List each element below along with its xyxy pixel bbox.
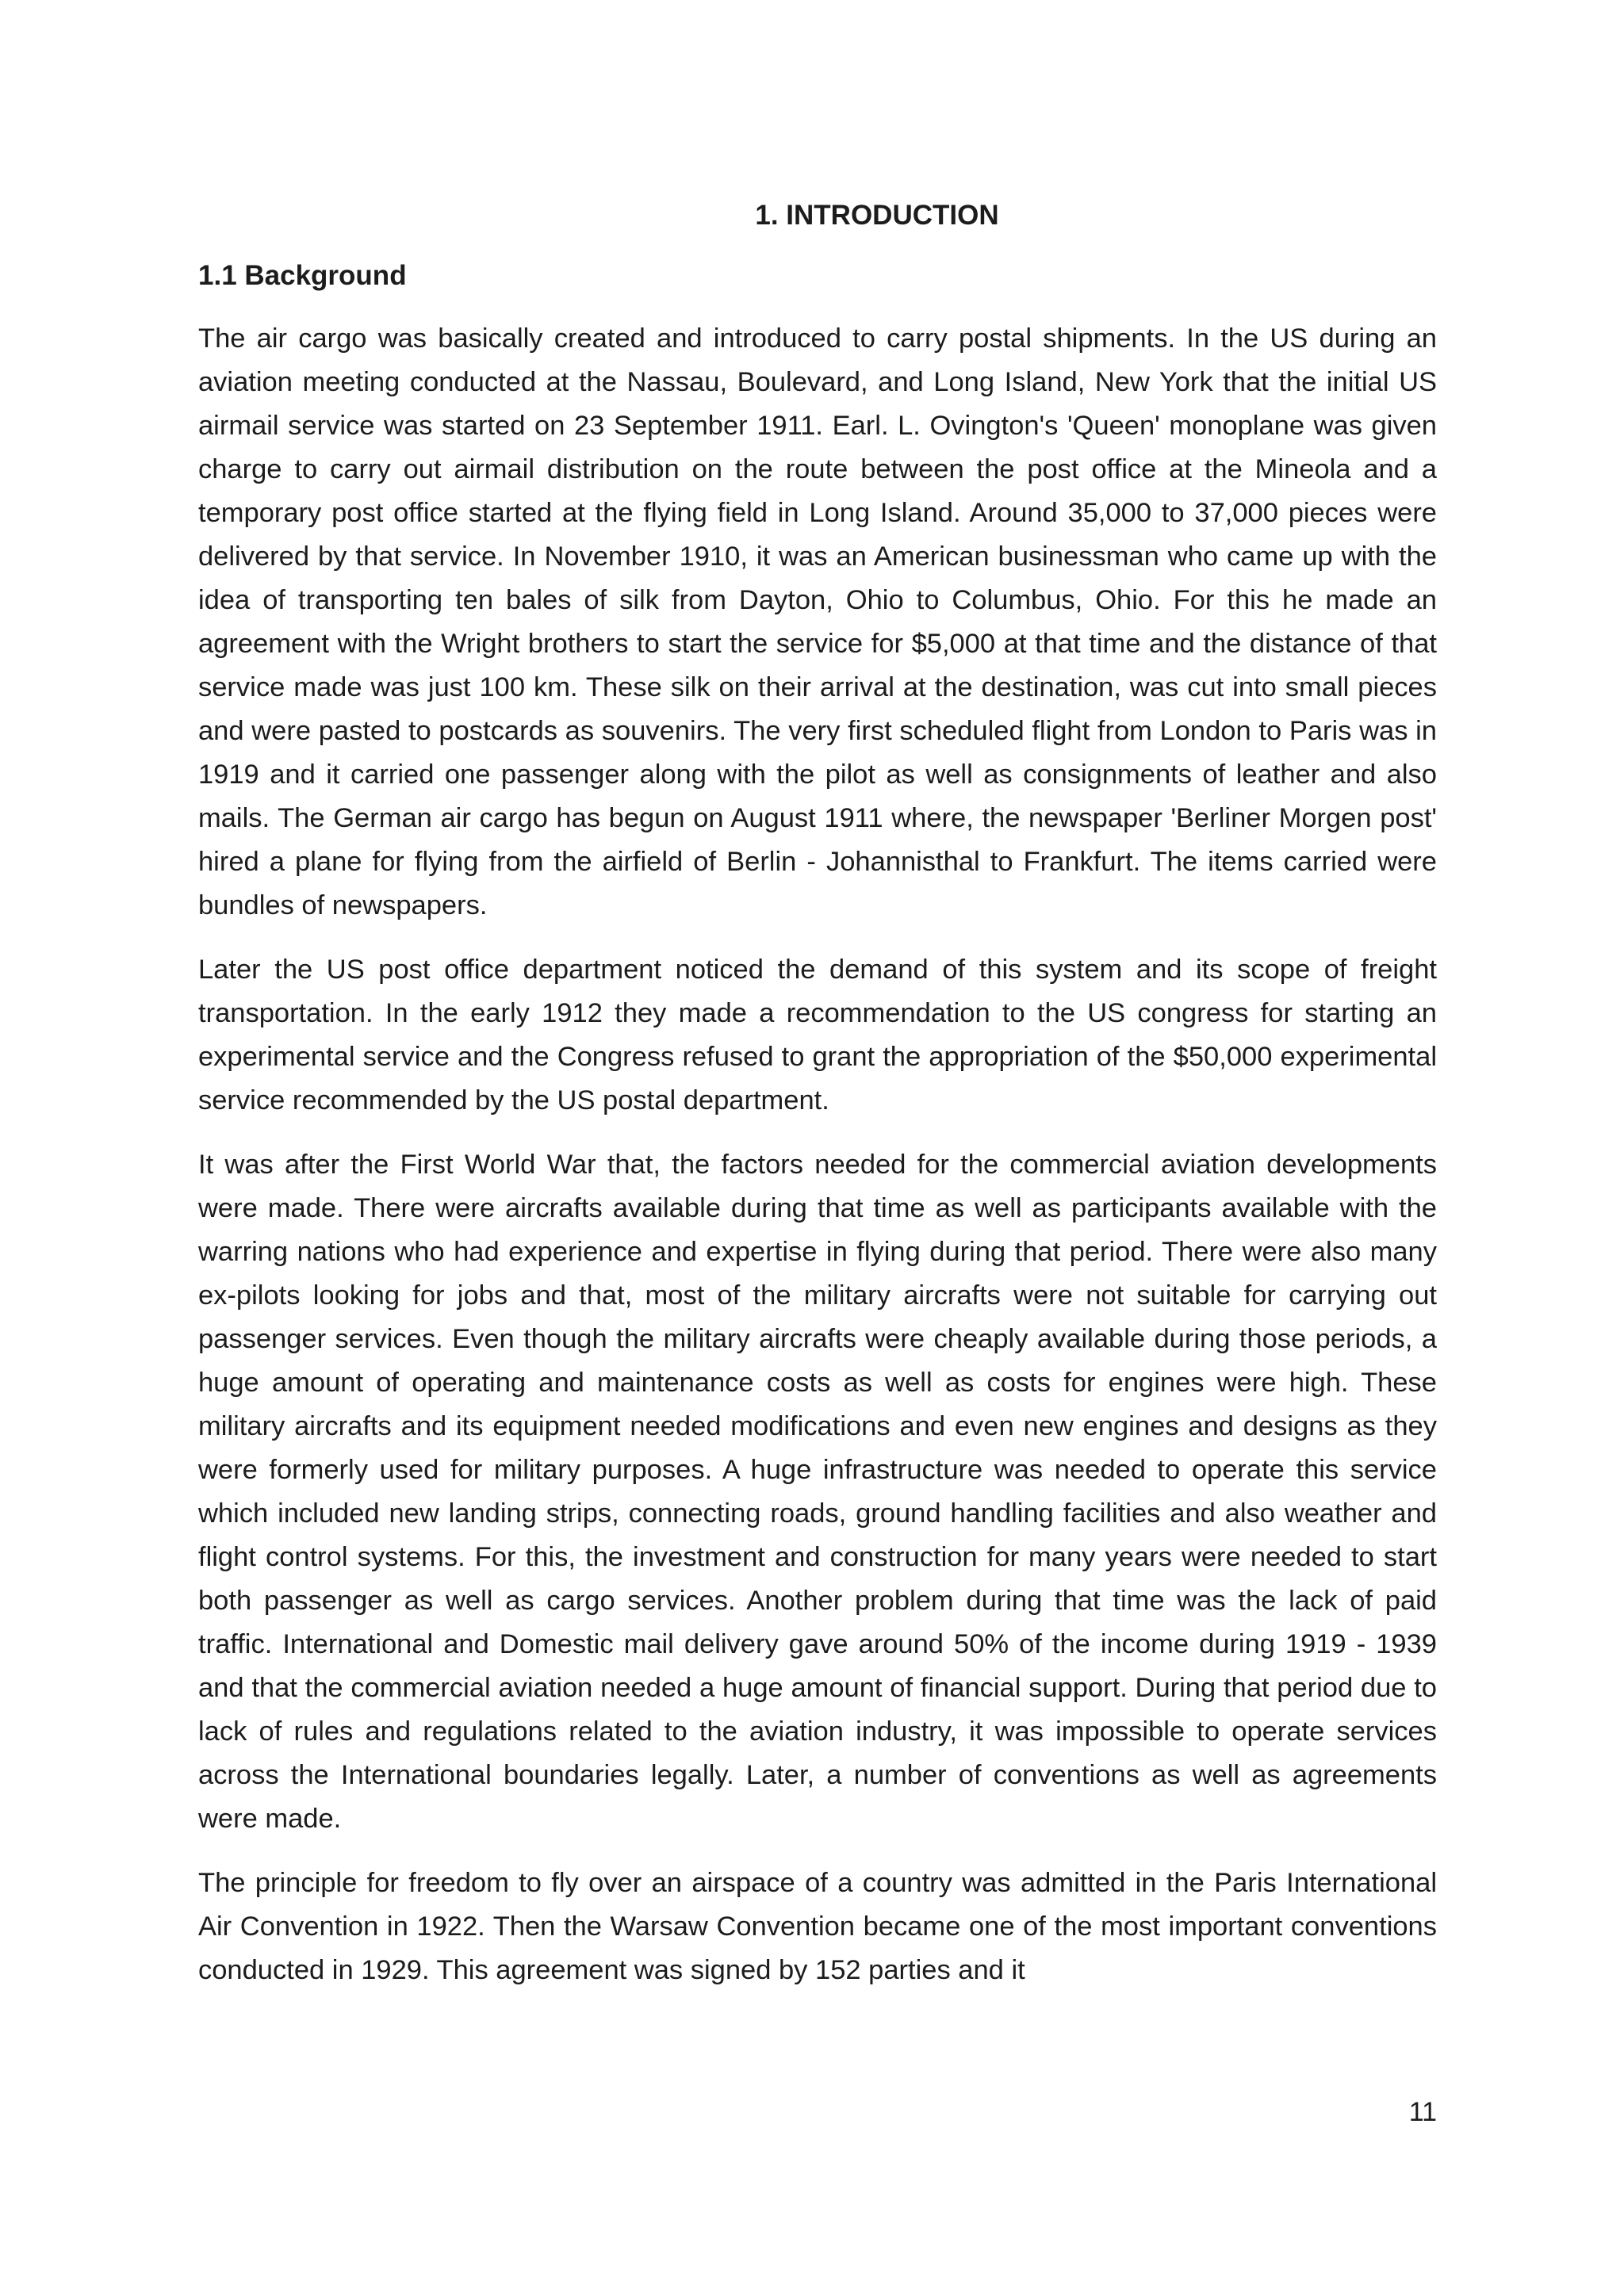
body-paragraph-4: The principle for freedom to fly over an airspace of a country was admitted in the Paris International Air Convention in 1922. Then the Warsaw Convention became one of the most important conventions conducted in 1929. This agreement was signed by 152 parties and it — [198, 1868, 1437, 1985]
chapter-heading: 1. INTRODUCTION — [755, 200, 999, 231]
body-paragraph-1: The air cargo was basically created and introduced to carry postal shipments. In the US during an aviation meeting conducted at the Nassau, Boulevard, and Long Island, New York that the initial US airmail service was started on 23 September 1911. Earl. L. Ovington's 'Queen' monoplane was given charge to carry out airmail distribution on the route between the post office at the Mineola and a temporary post office started at the flying field in Long Island. Around 35,000 to 37,000 pieces were delivered by that service. In November 1910, it was an American businessman who came up with the idea of transporting ten bales of silk from Dayton, Ohio to Columbus, Ohio. For this he made an agreement with the Wright brothers to start the service for $5,000 at that time and the distance of that service made was just 100 km. These silk on their arrival at the destination, was cut into small pieces and were pasted to postcards as souvenirs. The very first scheduled flight from London to Paris was in 1919 and it carried one passenger along with the pilot as well as consignments of leather and also mails. The German air cargo has begun on August 1911 where, the newspaper 'Berliner Morgen post' hired a plane for flying from the airfield of Berlin - Johannisthal to Frankfurt. The items carried were bundles of newspapers. — [198, 323, 1437, 920]
section-heading: 1.1 Background — [198, 260, 407, 291]
body-paragraph-2: Later the US post office department noticed the demand of this system and its scope of freight transportation. In the early 1912 they made a recommendation to the US congress for starting an experimental service and the Congress refused to grant the appropriation of the $50,000 experimental service recommended by the US postal department. — [198, 955, 1437, 1115]
document-page — [198, 197, 1437, 2013]
body-paragraph-3: It was after the First World War that, the factors needed for the commercial aviation developments were made. There were aircrafts available during that time as well as participants available with the warring nations who had experience and expertise in flying during that period. There were also many ex-pilots looking for jobs and that, most of the military aircrafts were not suitable for carrying out passenger services. Even though the military aircrafts were cheaply available during those periods, a huge amount of operating and maintenance costs as well as costs for engines were high. These military aircrafts and its equipment needed modifications and even new engines and designs as they were formerly used for military purposes. A huge infrastructure was needed to operate this service which included new landing strips, connecting roads, ground handling facilities and also weather and flight control systems. For this, the investment and construction for many years were needed to start both passenger as well as cargo services. Another problem during that time was the lack of paid traffic. International and Domestic mail delivery gave around 50% of the income during 1919 - 1939 and that the commercial aviation needed a huge amount of financial support. During that period due to lack of rules and regulations related to the aviation industry, it was impossible to operate services across the International boundaries legally. Later, a number of conventions as well as agreements were made. — [198, 1150, 1437, 1834]
page-number: 11 — [1408, 2097, 1437, 2127]
